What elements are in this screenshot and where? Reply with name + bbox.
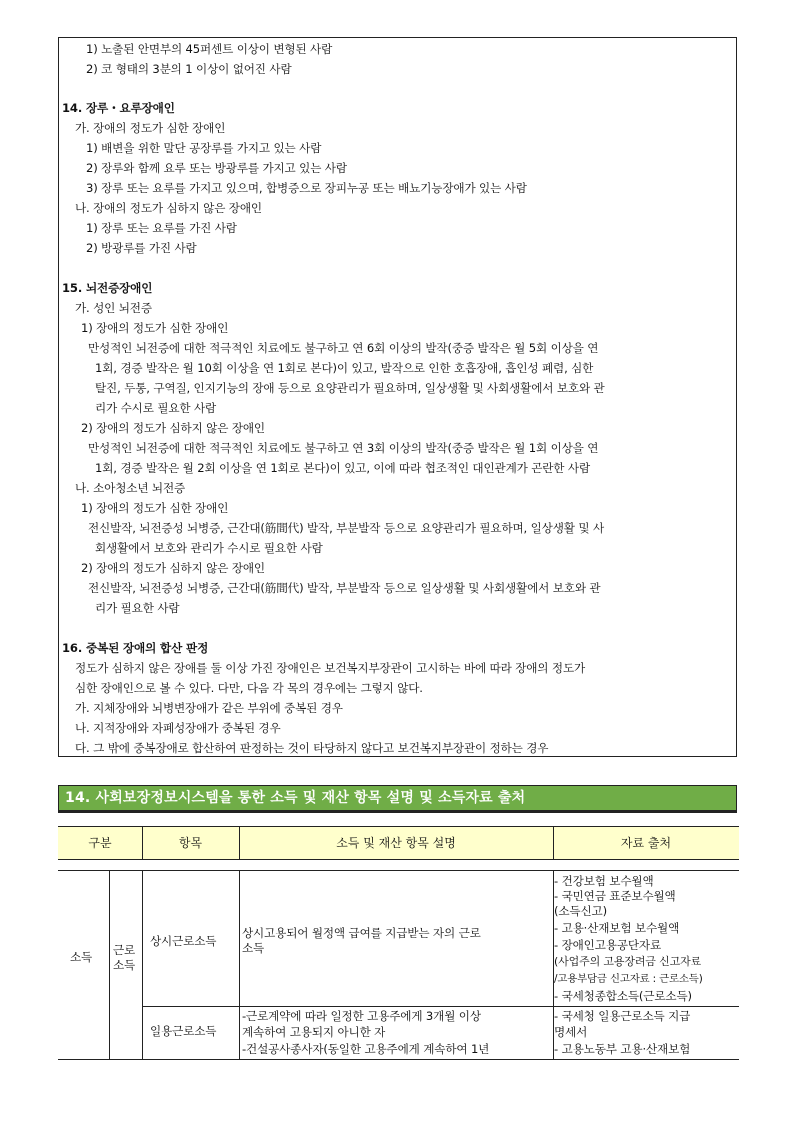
row-source-line: /고용부담금 신고자료 : 근로소득)	[554, 973, 703, 985]
row-description-line: -근로계약에 따라 일정한 고용주에게 3개월 이상	[242, 1009, 481, 1023]
row-source-line: - 장애인고용공단자료	[554, 938, 662, 952]
table-divider	[109, 870, 110, 1060]
row-source-line: 명세서	[554, 1025, 588, 1039]
text-line: 만성적인 뇌전증에 대한 적극적인 치료에도 불구하고 연 3회 이상의 발작(중증 발작은 월 1회 이상을 연	[88, 441, 599, 455]
subcategory-line: 근로	[113, 943, 136, 957]
text-line: 3) 장루 또는 요루를 가지고 있으며, 합병증으로 장피누공 또는 배뇨기능장애가 있는 사람	[86, 181, 527, 195]
header-category: 구분	[88, 836, 112, 850]
text-line: 나. 지적장애와 자폐성장애가 중복된 경우	[75, 721, 281, 735]
text-line: 2) 방광루를 가진 사람	[86, 241, 197, 255]
section-heading: 14. 장루・요루장애인	[62, 101, 175, 115]
text-line: 만성적인 뇌전증에 대한 적극적인 치료에도 불구하고 연 6회 이상의 발작(중증 발작은 월 5회 이상을 연	[88, 341, 599, 355]
table-divider	[553, 826, 554, 860]
text-line: 2) 장루와 함께 요루 또는 방광루를 가지고 있는 사람	[86, 161, 347, 175]
table-rule	[58, 870, 739, 871]
row-source-line: - 고용·산재보험 보수월액	[554, 921, 680, 935]
text-line: 2) 장애의 정도가 심하지 않은 장애인	[81, 421, 265, 435]
subcategory-line: 소득	[113, 958, 136, 972]
row-source-line: (사업주의 고용장려금 신고자료	[554, 955, 702, 968]
row-source-line: - 국세청종합소득(근로소득)	[554, 989, 692, 1003]
text-line: 전신발작, 뇌전증성 뇌병증, 근간대(筋間代) 발작, 부분발작 등으로 일상생활 및 사회생활에서 보호와 관	[88, 581, 601, 595]
text-line: 2) 코 형태의 3분의 1 이상이 없어진 사람	[86, 62, 292, 76]
row-item: 상시근로소득	[150, 934, 217, 948]
text-line: 전신발작, 뇌전증성 뇌병증, 근간대(筋間代) 발작, 부분발작 등으로 요양관리가 필요하며, 일상생활 및 사	[88, 521, 604, 535]
header-item: 항목	[178, 836, 203, 850]
text-line: 1회, 경증 발작은 월 2회 이상을 연 1회로 본다)이 있고, 이에 따라 협조적인 대인관계가 곤란한 사람	[95, 461, 590, 475]
text-line: 회생활에서 보호와 관리가 수시로 필요한 사람	[95, 541, 323, 555]
row-description-line: 소득	[242, 941, 265, 955]
section-title-bar: 14. 사회보장정보시스템을 통한 소득 및 재산 항목 설명 및 소득자료 출처	[58, 785, 737, 813]
row-source-line: - 국민연금 표준보수월액	[554, 889, 676, 903]
row-description-line: 상시고용되어 월정액 급여를 지급받는 자의 근로	[242, 926, 481, 940]
text-line: 1) 장애의 정도가 심한 장애인	[81, 321, 229, 335]
table-rule	[58, 1059, 739, 1060]
header-source: 자료 출처	[620, 836, 672, 850]
row-source-line: - 고용노동부 고용·산재보험	[554, 1042, 691, 1056]
text-line: 리가 필요한 사람	[95, 601, 180, 615]
table-divider	[239, 826, 240, 860]
text-line: 가. 성인 뇌전증	[75, 301, 152, 315]
text-line: 1) 장루 또는 요루를 가진 사람	[86, 221, 237, 235]
text-line: 리가 수시로 필요한 사람	[95, 401, 217, 415]
text-line: 1) 배변을 위한 말단 공장루를 가지고 있는 사람	[86, 141, 322, 155]
table-divider	[142, 826, 143, 860]
header-description: 소득 및 재산 항목 설명	[336, 836, 456, 850]
table-rule	[142, 1006, 739, 1007]
section-heading: 16. 중복된 장애의 합산 판정	[62, 641, 209, 655]
text-line: 다. 그 밖에 중복장애로 합산하여 판정하는 것이 타당하지 않다고 보건복지부장관이 정하는 경우	[75, 741, 549, 755]
table-divider	[142, 870, 143, 1060]
text-line: 가. 장애의 정도가 심한 장애인	[75, 121, 226, 135]
section-heading: 15. 뇌전증장애인	[62, 281, 153, 295]
text-line: 1) 노출된 안면부의 45퍼센트 이상이 변형된 사람	[86, 42, 333, 56]
text-line: 탈진, 두통, 구역질, 인지기능의 장애 등으로 요양관리가 필요하며, 일상생활 및 사회생활에서 보호와 관	[95, 381, 605, 395]
text-line: 나. 소아청소년 뇌전증	[75, 481, 186, 495]
row-source-line: - 건강보험 보수월액	[554, 874, 654, 888]
table-divider	[239, 870, 240, 1060]
text-line: 1회, 경증 발작은 월 10회 이상을 연 1회로 본다)이 있고, 발작으로 인한 호흡장애, 흡인성 폐렴, 심한	[95, 361, 594, 375]
text-line: 2) 장애의 정도가 심하지 않은 장애인	[81, 561, 265, 575]
text-line: 나. 장애의 정도가 심하지 않은 장애인	[75, 201, 262, 215]
row-source-line: - 국세청 일용근로소득 지급	[554, 1009, 691, 1023]
text-line: 정도가 심하지 않은 장애를 둘 이상 가진 장애인은 보건복지부장관이 고시하는 바에 따라 장애의 정도가	[75, 661, 586, 675]
row-description-line: 계속하여 고용되지 아니한 자	[242, 1025, 386, 1039]
text-line: 1) 장애의 정도가 심한 장애인	[81, 501, 229, 515]
row-item: 일용근로소득	[150, 1024, 217, 1038]
row-description-line: -건설공사종사자(동일한 고용주에게 계속하여 1년	[242, 1042, 490, 1056]
row-source-line: (소득신고)	[554, 904, 607, 918]
category-income: 소득	[70, 950, 93, 964]
text-line: 가. 지체장애와 뇌병변장애가 같은 부위에 중복된 경우	[75, 701, 343, 715]
table-header-row	[58, 826, 739, 860]
text-line: 심한 장애인으로 볼 수 있다. 다만, 다음 각 목의 경우에는 그렇지 않다.	[75, 681, 423, 695]
